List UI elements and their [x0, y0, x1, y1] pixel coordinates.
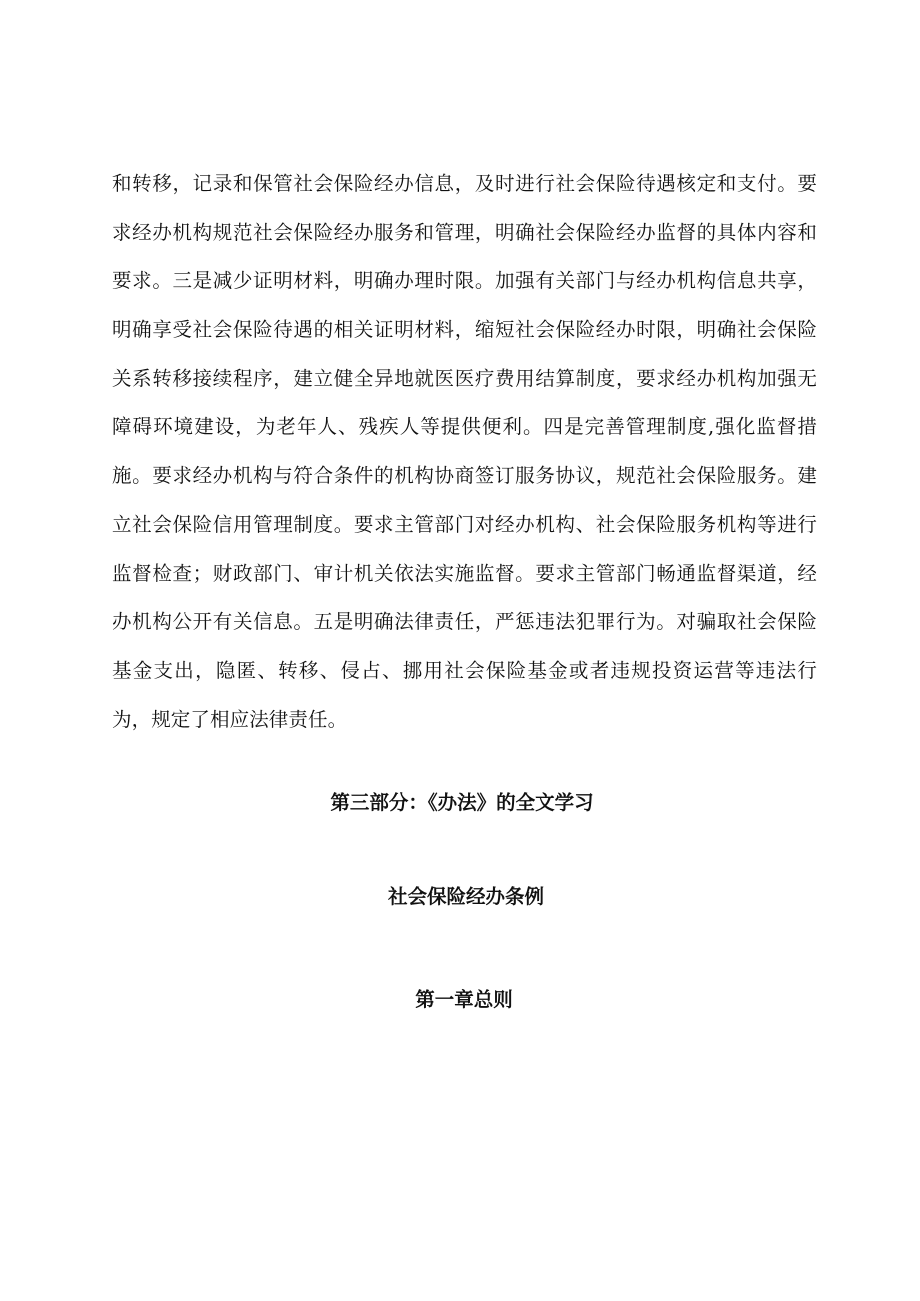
- paragraph-line: 求经办机构规范社会保险经办服务和管理，明确社会保险经办监督的具体内容和: [112, 220, 817, 244]
- paragraph-line: 监督检查；财政部门、审计机关依法实施监督。要求主管部门畅通监督渠道，经: [112, 561, 817, 585]
- paragraph-line: 立社会保险信用管理制度。要求主管部门对经办机构、社会保险服务机构等进行: [112, 512, 817, 536]
- paragraph-line: 和转移，记录和保管社会保险经办信息，及时进行社会保险待遇核定和支付。要: [112, 172, 817, 195]
- paragraph-line: 施。要求经办机构与符合条件的机构协商签订服务协议，规范社会保险服务。建: [112, 464, 817, 488]
- paragraph-line: 要求。三是减少证明材料，明确办理时限。加强有关部门与经办机构信息共享，: [112, 269, 817, 293]
- paragraph-line: 为，规定了相应法律责任。: [112, 707, 348, 731]
- paragraph-line: 办机构公开有关信息。五是明确法律责任，严惩违法犯罪行为。对骗取社会保险: [112, 610, 817, 634]
- regulation-title: 社会保险经办条例: [387, 885, 544, 908]
- chapter-heading: 第一章总则: [415, 988, 513, 1011]
- body-paragraph: [112, 160, 817, 744]
- paragraph-line: 关系转移接续程序，建立健全异地就医医疗费用结算制度，要求经办机构加强无: [112, 366, 817, 390]
- paragraph-line: 障碍环境建设，为老年人、残疾人等提供便利。四是完善管理制度,强化监督措: [112, 415, 817, 439]
- paragraph-line: 基金支出，隐匿、转移、侵占、挪用社会保险基金或者违规投资运营等违法行: [112, 658, 817, 682]
- section-heading-part-three: 第三部分：《办法》的全文学习: [330, 791, 594, 814]
- paragraph-line: 明确享受社会保险待遇的相关证明材料，缩短社会保险经办时限，明确社会保险: [112, 318, 817, 342]
